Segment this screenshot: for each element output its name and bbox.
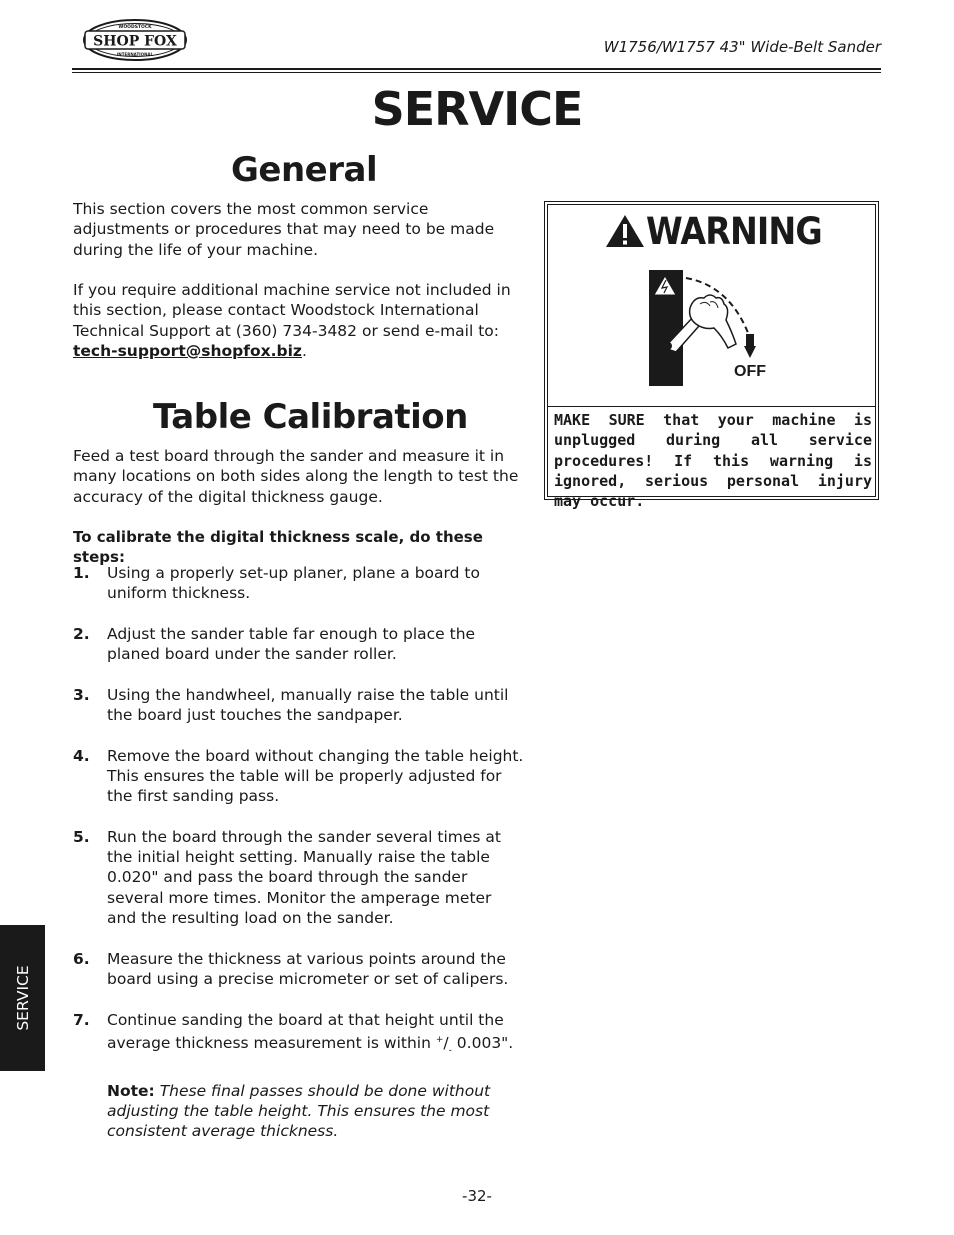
general-paragraph-2-end: .: [301, 341, 307, 360]
note: [73, 1081, 525, 1142]
step-text: Measure the thickness at various points around the board using a precise micrometer or set of calipers.: [107, 949, 509, 988]
warning-divider: [547, 406, 876, 407]
warning-triangle-icon: [604, 213, 646, 253]
step-text: Run the board through the sander several times at the initial height setting. Manually raise the table 0.020" and pass the board through the sander several more times. Monitor the amperage meter and the resulting load on the sander.: [107, 827, 501, 928]
manual-title: W1756/W1757 43" Wide-Belt Sander: [603, 38, 881, 56]
header-rule: [72, 68, 881, 70]
step-item: [73, 563, 525, 604]
table-calibration-heading: Table Calibration: [153, 397, 468, 437]
section-side-tab: [0, 925, 45, 1071]
note-text: These final passes should be done without adjusting the table height. This ensures the most consistent average thickness.: [107, 1081, 491, 1141]
warning-message: MAKE SURE that your machine is unplugged during all service procedures! If this warning is ignored, serious personal injury may occur.: [554, 411, 872, 511]
step-text: Remove the board without changing the table height. This ensures the table will be properly adjusted for the first sanding pass.: [107, 746, 524, 806]
tolerance-plus: +: [435, 1034, 444, 1045]
calibration-steps: [73, 563, 525, 1142]
general-paragraph-1: This section covers the most common service adjustments or procedures that may need to be made during the life of your machine.: [73, 200, 495, 259]
step-text: Continue sanding the board at that height until the average thickness measurement is within: [107, 1010, 504, 1052]
general-paragraph-2-text: If you require additional machine service not included in this section, please contact Woodstock International Technical Support at (360) 734-3482 or send e-mail to:: [73, 281, 511, 340]
step-item: [73, 685, 525, 726]
step-number: 6.: [73, 949, 90, 968]
page-title: SERVICE: [371, 82, 583, 136]
step-item: [73, 746, 525, 807]
step-number: 1.: [73, 564, 90, 582]
step-text: Adjust the sander table far enough to place the planed board under the sander roller.: [107, 624, 476, 664]
warning-title: WARNING: [646, 210, 822, 253]
step-item: [73, 827, 525, 928]
logo-bottom-text: INTERNATIONAL: [116, 52, 154, 57]
step-item: [73, 624, 525, 665]
steps-heading: To calibrate the digital thickness scale, do these steps:: [73, 528, 483, 567]
table-calibration-intro: Feed a test board through the sander and measure it in many locations on both sides along the length to test the accuracy of the digital thickness gauge.: [73, 447, 519, 506]
step-number: 5.: [73, 827, 90, 846]
page-number: -32-: [462, 1187, 492, 1205]
side-tab-label: SERVICE: [13, 965, 32, 1031]
general-paragraph-2: [73, 280, 525, 361]
header-rule-thin: [72, 72, 881, 73]
support-email-link[interactable]: tech-support@shopfox.biz: [73, 341, 302, 360]
tolerance-minus: -: [448, 1045, 452, 1056]
step-item: [73, 1010, 525, 1061]
step-text-end: 0.003".: [451, 1033, 514, 1052]
step-text: Using a properly set-up planer, plane a board to uniform thickness.: [107, 564, 480, 603]
step-item: [73, 949, 525, 990]
logo-text: SHOP FOX: [93, 33, 177, 50]
shop-fox-logo: [82, 18, 188, 62]
step-number: 3.: [73, 685, 90, 704]
logo-top-text: WOODSTOCK: [118, 25, 152, 30]
tolerance-slash: /: [443, 1033, 449, 1052]
step-number: 7.: [73, 1010, 90, 1029]
step-number: 4.: [73, 746, 90, 765]
off-label: OFF: [734, 363, 766, 380]
step-number: 2.: [73, 624, 90, 643]
step-text: Using the handwheel, manually raise the table until the board just touches the sandpaper.: [107, 685, 509, 725]
general-heading: General: [231, 150, 378, 190]
note-label: Note:: [107, 1081, 155, 1100]
